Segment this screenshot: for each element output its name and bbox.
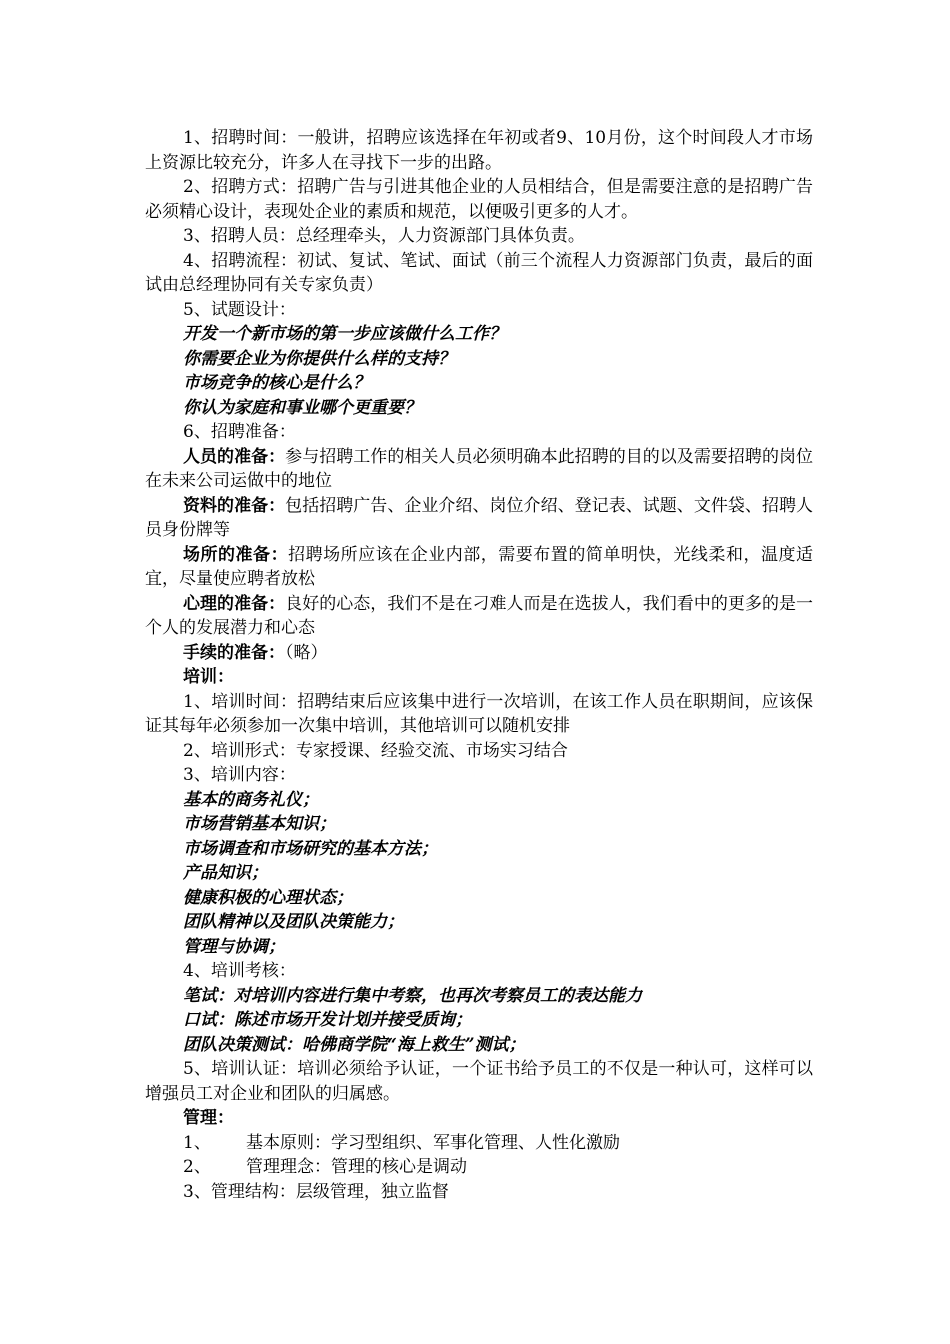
- prep-label: 资料的准备：: [183, 495, 286, 516]
- training-time-paragraph: 1、培训时间：招聘结束后应该集中进行一次培训，在该工作人员在职期间，应该保证其每年必须参加一次集中培训，其他培训可以随机安排: [145, 691, 813, 736]
- prep-venue-paragraph: [145, 543, 813, 592]
- training-content-item: 产品知识；: [183, 863, 268, 883]
- prep-procedures-paragraph: [145, 641, 813, 666]
- question-item: 你需要企业为你提供什么样的支持？: [183, 348, 455, 369]
- training-content-item: 健康积极的心理状态；: [183, 887, 353, 908]
- prep-text: 良好的心态，我们不是在刁难人而是在选拔人，我们看中的更多的是一个人的发展潜力和心态: [145, 593, 814, 638]
- management-item-text: 基本原则：学习型组织、军事化管理、人性化激励: [246, 1132, 620, 1153]
- management-item-text: 管理理念：管理的核心是调动: [246, 1157, 467, 1177]
- prep-text: 参与招聘工作的相关人员必须明确本此招聘的目的以及需要招聘的岗位在未来公司运做中的地位: [145, 446, 814, 491]
- recruit-staff-paragraph: 3、招聘人员：总经理牵头，人力资源部门具体负责。: [183, 226, 585, 246]
- question-item: 开发一个新市场的第一步应该做什么工作？: [183, 324, 506, 344]
- list-number: 1、: [183, 1132, 211, 1153]
- prep-label: 手续的准备：: [183, 642, 285, 663]
- recruit-prep-heading: 6、招聘准备：: [183, 422, 296, 442]
- assessment-item: 笔试：对培训内容进行集中考察，也再次考察员工的表达能力: [183, 985, 642, 1006]
- training-heading: 培训：: [183, 667, 234, 687]
- management-structure-paragraph: 3、管理结构：层级管理，独立监督: [183, 1181, 449, 1202]
- management-heading: 管理：: [183, 1108, 234, 1128]
- training-certification-paragraph: 5、培训认证：培训必须给予认证，一个证书给予员工的不仅是一种认可，这样可以增强员工对企业和团队的归属感。: [145, 1059, 813, 1104]
- prep-label: 人员的准备：: [183, 446, 286, 467]
- training-content-item: 基本的商务礼仪；: [183, 789, 319, 810]
- management-item: [183, 1131, 813, 1156]
- list-number: 2、: [183, 1157, 211, 1177]
- training-content-heading: 3、培训内容：: [183, 765, 296, 785]
- training-content-item: 市场营销基本知识；: [183, 814, 336, 834]
- document-body: [145, 126, 813, 1204]
- prep-materials-paragraph: [145, 494, 813, 543]
- prep-text: （略）: [285, 642, 328, 663]
- question-item: 你认为家庭和事业哪个更重要？: [183, 397, 421, 418]
- recruit-time-paragraph: 1、招聘时间：一般讲，招聘应该选择在年初或者9、10月份，这个时间段人才市场上资源比较充分，许多人在寻找下一步的出路。: [145, 128, 813, 173]
- prep-text: 包括招聘广告、企业介绍、岗位介绍、登记表、试题、文件袋、招聘人员身份牌等: [145, 495, 814, 540]
- assessment-item: 口试：陈述市场开发计划并接受质询；: [183, 1010, 472, 1030]
- training-assessment-heading: 4、培训考核：: [183, 961, 296, 981]
- prep-label: 场所的准备：: [183, 544, 289, 565]
- recruit-method-paragraph: 2、招聘方式：招聘广告与引进其他企业的人员相结合，但是需要注意的是招聘广告必须精心设计，表现处企业的素质和规范，以便吸引更多的人才。: [145, 177, 813, 222]
- training-content-item: 团队精神以及团队决策能力；: [183, 912, 404, 932]
- recruit-process-paragraph: 4、招聘流程：初试、复试、笔试、面试（前三个流程人力资源部门负责，最后的面试由总经理协同有关专家负责）: [145, 250, 813, 295]
- management-item: [183, 1155, 813, 1180]
- question-item: 市场竞争的核心是什么？: [183, 373, 370, 393]
- training-content-item: 管理与协调；: [183, 936, 285, 957]
- question-design-heading: 5、试题设计：: [183, 299, 296, 320]
- prep-mindset-paragraph: [145, 592, 813, 641]
- assessment-item: 团队决策测试：哈佛商学院“海上救生”测试；: [183, 1034, 526, 1055]
- prep-label: 心理的准备：: [183, 593, 286, 614]
- training-content-item: 市场调查和市场研究的基本方法；: [183, 838, 438, 859]
- training-form-paragraph: 2、培训形式：专家授课、经验交流、市场实习结合: [183, 740, 568, 761]
- prep-personnel-paragraph: [145, 445, 813, 494]
- prep-text: 招聘场所应该在企业内部，需要布置的简单明快，光线柔和，温度适宜，尽量使应聘者放松: [145, 544, 814, 589]
